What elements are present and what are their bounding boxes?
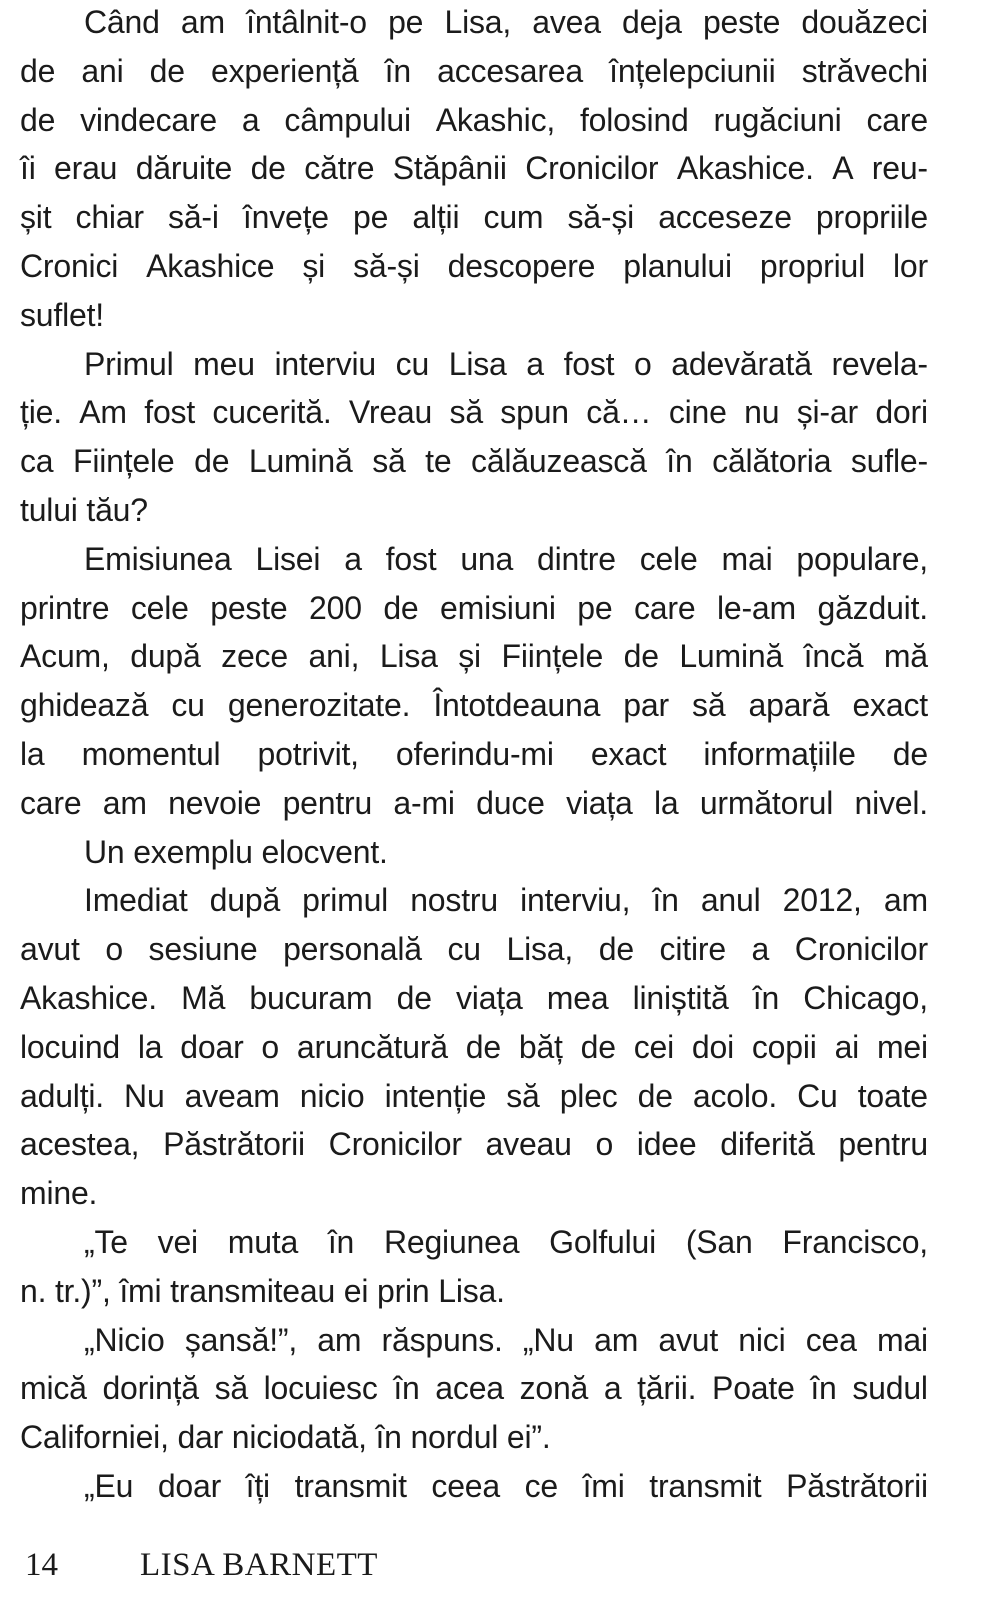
text-line: Akashice. Mă bucuram de viața mea liniștită în Chicago, xyxy=(20,979,928,1016)
text-line: printre cele peste 200 de emisiuni pe care le-am găzduit. xyxy=(20,589,928,626)
text-line: ca Ființele de Lumină să te călăuzească în călătoria sufle- xyxy=(20,443,928,480)
text-line: „Nicio șansă!”, am răspuns. „Nu am avut nici cea mai xyxy=(84,1321,928,1358)
text-line: Primul meu interviu cu Lisa a fost o adevărată revela- xyxy=(84,345,928,382)
text-line: Când am întâlnit-o pe Lisa, avea deja peste douăzeci xyxy=(84,4,928,40)
text-line: acestea, Păstrătorii Cronicilor aveau o idee diferită pentru xyxy=(20,1126,928,1163)
text-line: „Eu doar îți transmit ceea ce îmi transmit Păstrătorii xyxy=(84,1467,928,1504)
text-line: mine. xyxy=(20,1175,98,1212)
text-line: mică dorință să locuiesc în acea zonă a țării. Poate în sudul xyxy=(20,1370,928,1407)
text-line: „Te vei muta în Regiunea Golfului (San Francisco, xyxy=(84,1223,928,1260)
text-line: n. tr.)”, îmi transmiteau ei prin Lisa. xyxy=(20,1272,505,1309)
text-line: locuind la doar o aruncătură de băț de cei doi copii ai mei xyxy=(20,1028,928,1065)
text-line: șit chiar să-i învețe pe alții cum să-și acceseze propriile xyxy=(20,199,928,236)
text-line: Cronici Akashice și să-și descopere planului propriul lor xyxy=(20,247,928,284)
text-line: de vindecare a câmpului Akashic, folosind rugăciuni care xyxy=(20,101,928,138)
text-line: la momentul potrivit, oferindu-mi exact informațiile de xyxy=(20,735,928,772)
text-line: Californiei, dar niciodată, în nordul ei”. xyxy=(20,1419,551,1456)
text-line: de ani de experiență în accesarea înțelepciunii străvechi xyxy=(20,52,928,89)
text-line: care am nevoie pentru a-mi duce viața la următorul nivel. xyxy=(20,784,928,821)
text-line: Emisiunea Lisei a fost una dintre cele mai populare, xyxy=(84,540,928,577)
text-line: Acum, după zece ani, Lisa și Ființele de Lumină încă mă xyxy=(20,638,928,675)
page-number: 14 xyxy=(25,1547,58,1583)
text-line: adulți. Nu aveam nicio intenție să plec de acolo. Cu toate xyxy=(20,1077,928,1114)
text-line: Imediat după primul nostru interviu, în anul 2012, am xyxy=(84,882,928,919)
text-block xyxy=(20,0,928,1511)
page-footer xyxy=(25,1546,933,1584)
text-line: avut o sesiune personală cu Lisa, de citire a Cronicilor xyxy=(20,931,928,968)
text-line: suflet! xyxy=(20,296,104,333)
text-line: Un exemplu elocvent. xyxy=(84,833,388,870)
text-line: ție. Am fost cucerită. Vreau să spun că… cine nu și-ar dori xyxy=(20,394,928,431)
text-line: ghidează cu generozitate. Întotdeauna par să apară exact xyxy=(20,687,928,724)
text-line: tului tău? xyxy=(20,491,148,528)
text-line: îi erau dăruite de către Stăpânii Cronicilor Akashice. A reu- xyxy=(20,150,928,187)
running-title: LISA BARNETT xyxy=(140,1547,378,1583)
